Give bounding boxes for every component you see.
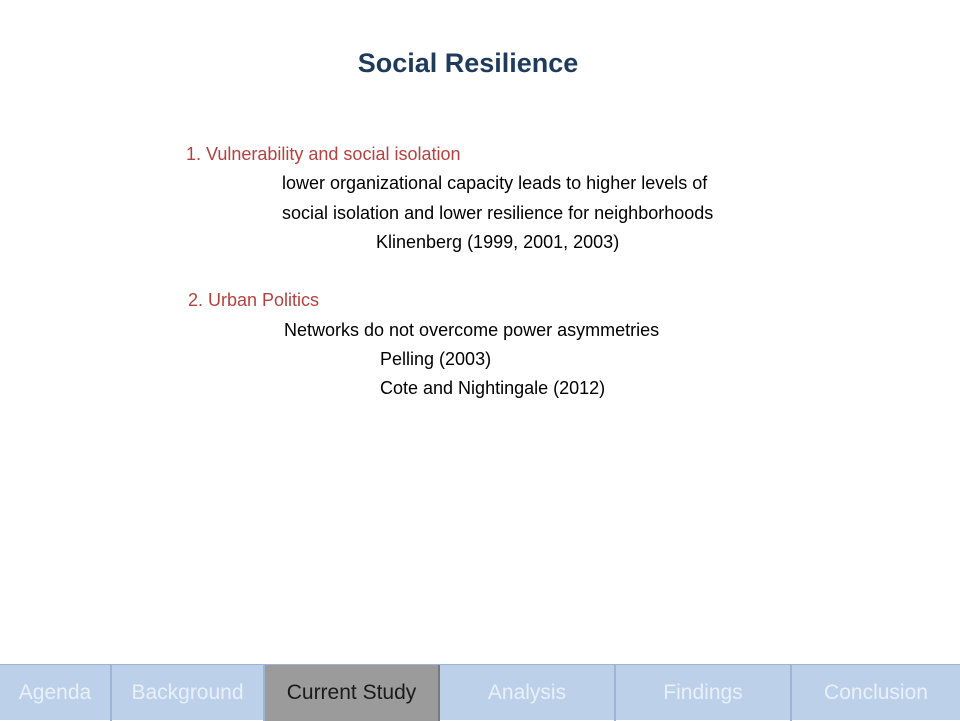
nav-tab-analysis[interactable]: Analysis [440,665,616,721]
nav-tab-findings[interactable]: Findings [616,665,792,721]
point-1-heading: 1. Vulnerability and social isolation [186,144,461,164]
nav-tab-current-study[interactable]: Current Study [265,665,440,721]
nav-tab-background[interactable]: Background [112,665,265,721]
section-nav-bar [0,664,960,720]
point-2-citation-2: Cote and Nightingale (2012) [380,378,606,398]
point-2-heading: 2. Urban Politics [188,290,320,310]
point-1-line-2: social isolation and lower resilience for neighborhoods [282,203,714,223]
nav-tab-agenda[interactable]: Agenda [0,665,112,721]
point-2-line-1: Networks do not overcome power asymmetries [284,320,660,340]
point-1-citation: Klinenberg (1999, 2001, 2003) [376,232,620,252]
slide-title: Social Resilience [357,48,579,78]
point-1-line-1: lower organizational capacity leads to higher levels of [282,173,708,193]
nav-tab-conclusion[interactable]: Conclusion [824,681,928,704]
point-2-citation-1: Pelling (2003) [380,349,492,369]
